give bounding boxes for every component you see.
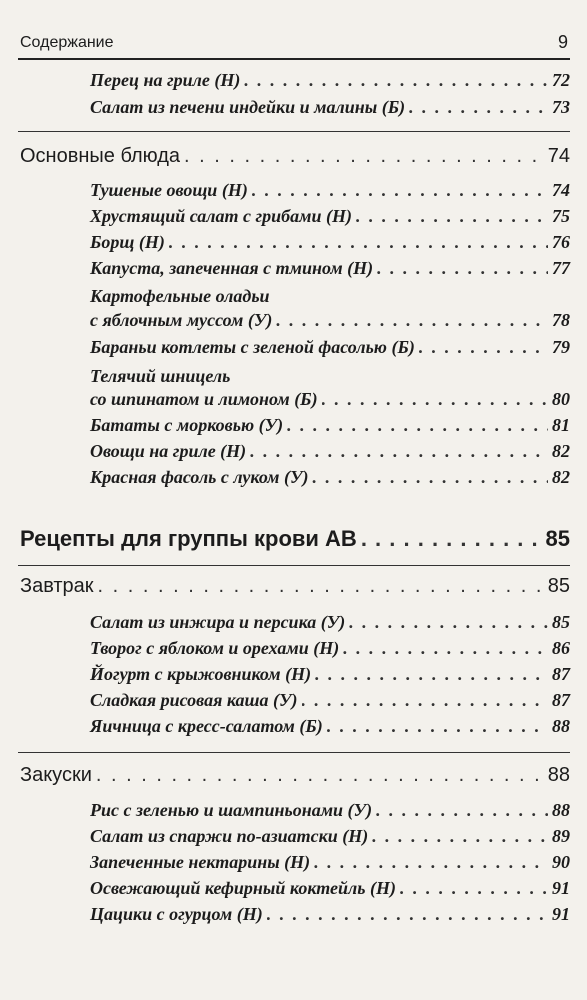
leader-dots xyxy=(276,310,548,331)
running-header xyxy=(20,34,568,56)
toc-entry: Тушеные овощи (Н) . . . 74 xyxy=(90,180,570,206)
leader-dots xyxy=(184,145,544,168)
leader-dots xyxy=(400,878,548,899)
leader-dots xyxy=(349,612,548,633)
toc-entry: Перец на гриле (Н) . . . 72 xyxy=(90,70,570,96)
leader-dots xyxy=(372,826,548,847)
leader-dots xyxy=(244,70,548,91)
toc-entry: Освежающий кефирный коктейль (Н) . . . 91 xyxy=(90,878,570,904)
header-rule xyxy=(18,58,570,60)
leader-dots xyxy=(96,764,544,787)
section-heading: Закуски . . . 88 xyxy=(20,764,570,790)
toc-entry: Бататы с морковью (У) . . . 81 xyxy=(90,415,570,441)
leader-dots xyxy=(315,664,548,685)
leader-dots xyxy=(419,337,548,358)
toc-entry: Яичница с кресс-салатом (Б) . . . 88 xyxy=(90,716,570,742)
toc-entry: Йогурт с крыжовником (Н) . . . 87 xyxy=(90,664,570,690)
toc-entry: Рис с зеленью и шампиньонами (У) . . . 88 xyxy=(90,800,570,826)
leader-dots xyxy=(312,467,548,488)
leader-dots xyxy=(287,415,548,436)
entry-page: 73 xyxy=(552,97,570,117)
leader-dots xyxy=(343,638,548,659)
header-page-number: 9 xyxy=(557,32,568,52)
leader-dots xyxy=(361,526,542,552)
section-rule xyxy=(18,131,570,132)
leader-dots xyxy=(302,690,548,711)
leader-dots xyxy=(377,258,548,279)
section-heading: Основные блюда . . . 74 xyxy=(20,145,570,171)
leader-dots xyxy=(322,389,548,410)
toc-entry: Салат из печени индейки и малины (Б) . . . 73 xyxy=(90,97,570,123)
leader-dots xyxy=(98,575,544,598)
header-title: Содержание xyxy=(20,34,114,51)
section-rule xyxy=(18,752,570,753)
toc-entry: Овощи на гриле (Н) . . . 82 xyxy=(90,441,570,467)
entry-page: 72 xyxy=(552,70,570,90)
toc-entry: Запеченные нектарины (Н) . . . 90 xyxy=(90,852,570,878)
section-rule xyxy=(18,565,570,566)
leader-dots xyxy=(356,206,548,227)
toc-entry: Творог с яблоком и орехами (Н) . . . 86 xyxy=(90,638,570,664)
group-heading: Рецепты для группы крови АВ . . . 85 xyxy=(20,526,570,556)
leader-dots xyxy=(376,800,548,821)
toc-entry-line1: Картофельные оладьи xyxy=(90,286,270,306)
toc-entry: Борщ (Н) . . . 76 xyxy=(90,232,570,258)
toc-entry: Бараньи котлеты с зеленой фасолью (Б) . . . 79 xyxy=(90,337,570,363)
leader-dots xyxy=(314,852,548,873)
toc-entry: Салат из инжира и персика (У) . . . 85 xyxy=(90,612,570,638)
toc-entry: с яблочным муссом (У) . . . 78 xyxy=(90,310,570,336)
section-heading: Завтрак . . . 85 xyxy=(20,575,570,601)
leader-dots xyxy=(409,97,548,118)
toc-entry: Цацики с огурцом (Н) . . . 91 xyxy=(90,904,570,930)
leader-dots xyxy=(250,441,548,462)
leader-dots xyxy=(267,904,548,925)
toc-entry: Красная фасоль с луком (У) . . . 82 xyxy=(90,467,570,493)
toc-entry: Сладкая рисовая каша (У) . . . 87 xyxy=(90,690,570,716)
toc-entry: Капуста, запеченная с тмином (Н) . . . 77 xyxy=(90,258,570,284)
toc-entry: Салат из спаржи по-азиатски (Н) . . . 89 xyxy=(90,826,570,852)
leader-dots xyxy=(252,180,548,201)
leader-dots xyxy=(169,232,548,253)
leader-dots xyxy=(327,716,548,737)
toc-entry: Хрустящий салат с грибами (Н) . . . 75 xyxy=(90,206,570,232)
toc-entry: со шпинатом и лимоном (Б) . . . 80 xyxy=(90,389,570,415)
toc-entry-line1: Телячий шницель xyxy=(90,366,231,386)
